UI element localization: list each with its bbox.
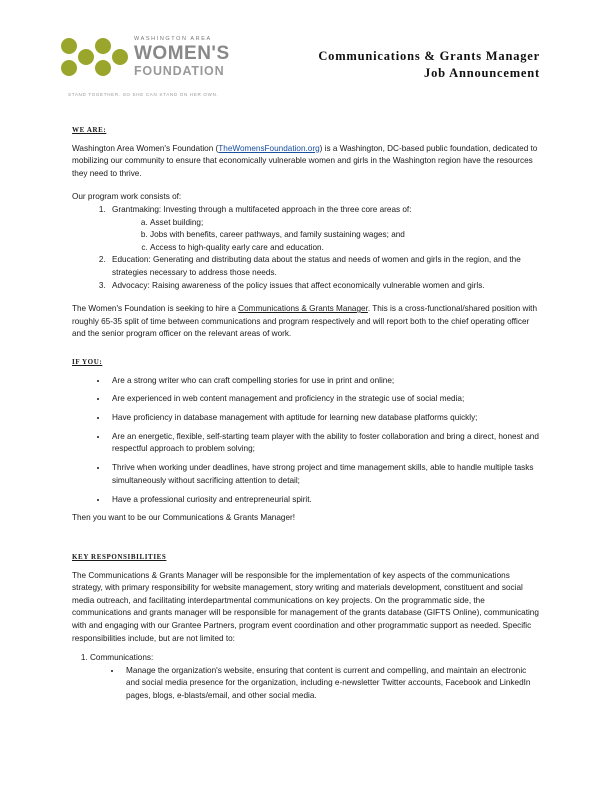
responsibility-section-label: Communications:	[90, 653, 154, 663]
program-list	[72, 204, 540, 292]
list-item: • Are experienced in web content management and proficiency in the strategic use of social media;	[108, 393, 540, 406]
list-item: • Manage the organization's website, ensuring that content is current and compelling, and maintain an electronic and social media presence for the organization, including e-newsletter Twitter accounts, Facebook and LinkedIn pages, blogs, e-blasts/email, and other social media.	[122, 665, 540, 703]
list-item	[90, 652, 540, 702]
list-item: • Have a professional curiosity and entrepreneurial spirit.	[108, 494, 540, 507]
list-item: • Are a strong writer who can craft compelling stories for use in print and online;	[108, 375, 540, 388]
if-you-heading: IF YOU:	[72, 357, 103, 366]
logo-name-line2: FOUNDATION	[134, 64, 225, 78]
list-item: • Are an energetic, flexible, self-starting team player with the ability to foster collaboration and bring a direct, honest and respectful approach to problem solving;	[108, 431, 540, 456]
list-item: a. Asset building;	[150, 217, 540, 230]
if-you-closing: Then you want to be our Communications & Grants Manager!	[72, 513, 295, 523]
responsibilities-intro: The Communications & Grants Manager will be responsible for the implementation of key aspects of the communications strategy, with primary responsibility for website management, story writing and materials development, constituent and social media outreach, and facilitating interdepartmental communications on key projects. On the programmatic side, the communications and grants manager will be responsible for management of the grants database (GIFTS Online), communicating with and engaging with our Grantee Partners, program event coordination and other programmatic support as needed. Specific responsibilities include, but are not limited to:	[72, 570, 539, 643]
list-item: • Have proficiency in database management with aptitude for learning new database platforms quickly;	[108, 412, 540, 425]
qualifications-list	[72, 375, 540, 507]
logo-org-line: WASHINGTON AREA	[134, 36, 212, 42]
we-are-text-post: ) is a Washington, DC-based public foundation, dedicated to mobilizing our community to ensure that economically vulnerable women and girls in the Washington region have the resources they need to thrive.	[72, 143, 538, 178]
we-are-paragraph	[72, 143, 540, 181]
seeking-text-post: . This is a cross-functional/shared position with roughly 65-35 split of time between communications and program respectively and will report both to the chief operating officer and the senior program officer on the relevant areas of work.	[72, 304, 538, 339]
list-item	[108, 204, 540, 254]
list-item: 3. Advocacy: Raising awareness of the policy issues that affect economically vulnerable women and girls.	[108, 280, 540, 293]
seeking-role: Communications & Grants Manager	[238, 304, 368, 314]
logo-mark-icon	[60, 36, 130, 78]
list-item: • Thrive when working under deadlines, have strong project and time management skills, able to handle multiple tasks simultaneously without sacrificing attention to detail;	[108, 462, 540, 487]
list-item: 2. Education: Generating and distributing data about the status and needs of women and girls in the region, and the strategies necessary to address those needs.	[108, 254, 540, 279]
foundation-logo	[60, 30, 280, 100]
document-body	[72, 124, 540, 703]
seeking-text-pre: The Women's Foundation is seeking to hire a	[72, 304, 239, 314]
program-intro: Our program work consists of:	[72, 192, 182, 202]
list-item: c. Access to high-quality early care and education.	[150, 242, 540, 255]
logo-name-line1: WOMEN'S	[134, 43, 230, 64]
seeking-paragraph	[72, 303, 540, 341]
core-areas-list	[112, 217, 540, 255]
website-link[interactable]: TheWomensFoundation.org	[218, 143, 320, 153]
list-item: b. Jobs with benefits, career pathways, and family sustaining wages; and	[150, 229, 540, 242]
program-item-text: Grantmaking: Investing through a multifaceted approach in the three core areas of:	[112, 204, 412, 214]
title-line1: Communications & Grants Manager	[318, 49, 540, 63]
document-title	[318, 48, 540, 82]
responsibilities-list	[72, 652, 540, 702]
title-line2: Job Announcement	[424, 66, 540, 80]
we-are-heading: WE ARE:	[72, 126, 107, 134]
we-are-text-pre: Washington Area Women's Foundation (	[72, 143, 219, 153]
communications-duties-list	[90, 665, 540, 703]
logo-tagline: STAND TOGETHER. SO SHE CAN STAND ON HER OWN.	[68, 92, 219, 97]
responsibilities-heading: KEY RESPONSIBILITIES	[72, 552, 167, 561]
